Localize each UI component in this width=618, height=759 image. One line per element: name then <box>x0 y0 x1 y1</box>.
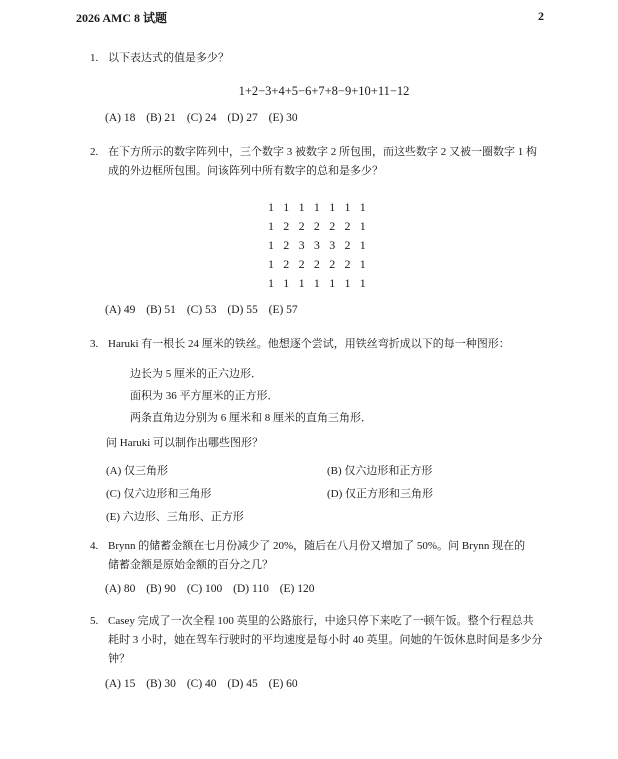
question-3-choice-a: (A) 仅三角形 <box>106 465 169 477</box>
array-cell: 2 <box>298 257 305 271</box>
array-cell: 2 <box>344 238 351 252</box>
array-cell: 1 <box>359 238 366 252</box>
array-cell: 1 <box>329 276 336 290</box>
array-cell: 1 <box>298 200 305 214</box>
array-cell: 3 <box>313 238 320 252</box>
question-4-number: 4. <box>90 540 99 552</box>
array-cell: 2 <box>313 219 320 233</box>
array-cell: 2 <box>283 238 290 252</box>
choice: (C) 53 <box>186 304 217 316</box>
question-3-choice-e: (E) 六边形、三角形、正方形 <box>106 511 244 523</box>
question-2-text-line2: 成的外边框所包围。问该阵列中所有数字的总和是多少？ <box>108 165 383 177</box>
array-cell: 1 <box>359 219 366 233</box>
question-3-condition: 面积为 36 平方厘米的正方形． <box>130 390 279 402</box>
question-3-choice-c: (C) 仅六边形和三角形 <box>106 488 212 500</box>
array-cell: 1 <box>359 276 366 290</box>
array-cell: 1 <box>344 276 351 290</box>
array-row <box>268 238 375 257</box>
array-cell: 1 <box>268 238 274 252</box>
question-5-text-line2: 耗时 3 小时，她在驾车行驶时的平均速度是每小时 40 英里。问她的午饭休息时间是多少分 <box>108 634 543 646</box>
array-cell: 1 <box>268 200 274 214</box>
question-2-number: 2. <box>90 146 99 158</box>
choice: (B) 30 <box>146 678 176 690</box>
array-row <box>268 200 375 219</box>
question-2-choices <box>105 304 306 316</box>
question-5-choices <box>105 678 306 690</box>
array-cell: 2 <box>283 257 290 271</box>
choice: (C) 100 <box>186 583 223 595</box>
question-3-text: Haruki 有一根长 24 厘米的铁丝。他想逐个尝试，用铁丝弯折成以下的每一种图形： <box>108 338 510 350</box>
array-cell: 3 <box>298 238 305 252</box>
array-cell: 2 <box>298 219 305 233</box>
question-4-text-line1: Brynn 的储蓄金额在七月份减少了 20%，随后在八月份又增加了 50%。问 Brynn 现在的 <box>108 540 526 552</box>
array-cell: 2 <box>329 257 336 271</box>
choice: (E) 120 <box>279 583 315 595</box>
choice: (A) 80 <box>105 583 136 595</box>
page-number: 2 <box>538 9 544 23</box>
array-cell: 2 <box>283 219 290 233</box>
array-row <box>268 257 375 276</box>
question-3-choice-b: (B) 仅六边形和正方形 <box>327 465 433 477</box>
choice: (D) 110 <box>233 583 269 595</box>
array-cell: 1 <box>268 219 274 233</box>
array-cell: 1 <box>344 200 351 214</box>
question-4-choices <box>105 583 323 595</box>
array-cell: 1 <box>283 200 290 214</box>
choice: (D) 27 <box>227 112 258 124</box>
array-cell: 2 <box>344 257 351 271</box>
page-header-title: 2026 AMC 8 试题 <box>76 11 167 25</box>
array-cell: 1 <box>359 200 366 214</box>
array-cell: 1 <box>283 276 290 290</box>
question-3-condition: 两条直角边分别为 6 厘米和 8 厘米的直角三角形． <box>130 412 372 424</box>
choice: (D) 55 <box>227 304 258 316</box>
question-1-number: 1. <box>90 52 99 64</box>
question-3-condition: 边长为 5 厘米的正六边形． <box>130 368 262 380</box>
choice: (C) 40 <box>186 678 217 690</box>
choice: (E) 30 <box>268 112 298 124</box>
array-cell: 1 <box>268 276 274 290</box>
question-3-choice-d: (D) 仅正方形和三角形 <box>327 488 434 500</box>
question-3-question: 问 Haruki 可以制作出哪些图形？ <box>106 437 264 449</box>
array-cell: 1 <box>359 257 366 271</box>
choice: (C) 24 <box>186 112 217 124</box>
array-row <box>268 276 375 295</box>
array-cell: 1 <box>268 257 274 271</box>
question-1-expression: 1+2−3+4+5−6+7+8−9+10+11−12 <box>238 84 410 98</box>
array-cell: 1 <box>313 200 320 214</box>
choice: (E) 60 <box>268 678 298 690</box>
choice: (E) 57 <box>268 304 298 316</box>
choice: (B) 51 <box>146 304 176 316</box>
array-cell: 2 <box>329 219 336 233</box>
question-5-number: 5. <box>90 615 99 627</box>
choice: (A) 18 <box>105 112 136 124</box>
choice: (A) 15 <box>105 678 136 690</box>
choice: (B) 21 <box>146 112 176 124</box>
question-3-number: 3. <box>90 338 99 350</box>
array-cell: 3 <box>329 238 336 252</box>
array-cell: 1 <box>298 276 305 290</box>
array-cell: 2 <box>344 219 351 233</box>
choice: (B) 90 <box>146 583 176 595</box>
question-1-text: 以下表达式的值是多少？ <box>108 52 229 64</box>
array-cell: 1 <box>329 200 336 214</box>
question-2-text-line1: 在下方所示的数字阵列中，三个数字 3 被数字 2 所包围，而这些数字 2 又被一圈数字 1 构 <box>108 146 537 158</box>
array-cell: 1 <box>313 276 320 290</box>
array-row <box>268 219 375 238</box>
choice: (A) 49 <box>105 304 136 316</box>
choice: (D) 45 <box>227 678 258 690</box>
question-5-text-line1: Casey 完成了一次全程 100 英里的公路旅行，中途只停下来吃了一顿午饭。整个行程总共 <box>108 615 534 627</box>
number-array <box>268 200 375 295</box>
question-4-text-line2: 储蓄金额是原始金额的百分之几？ <box>108 559 273 571</box>
question-1-choices <box>105 112 306 124</box>
question-5-text-line3: 钟？ <box>108 653 130 665</box>
array-cell: 2 <box>313 257 320 271</box>
